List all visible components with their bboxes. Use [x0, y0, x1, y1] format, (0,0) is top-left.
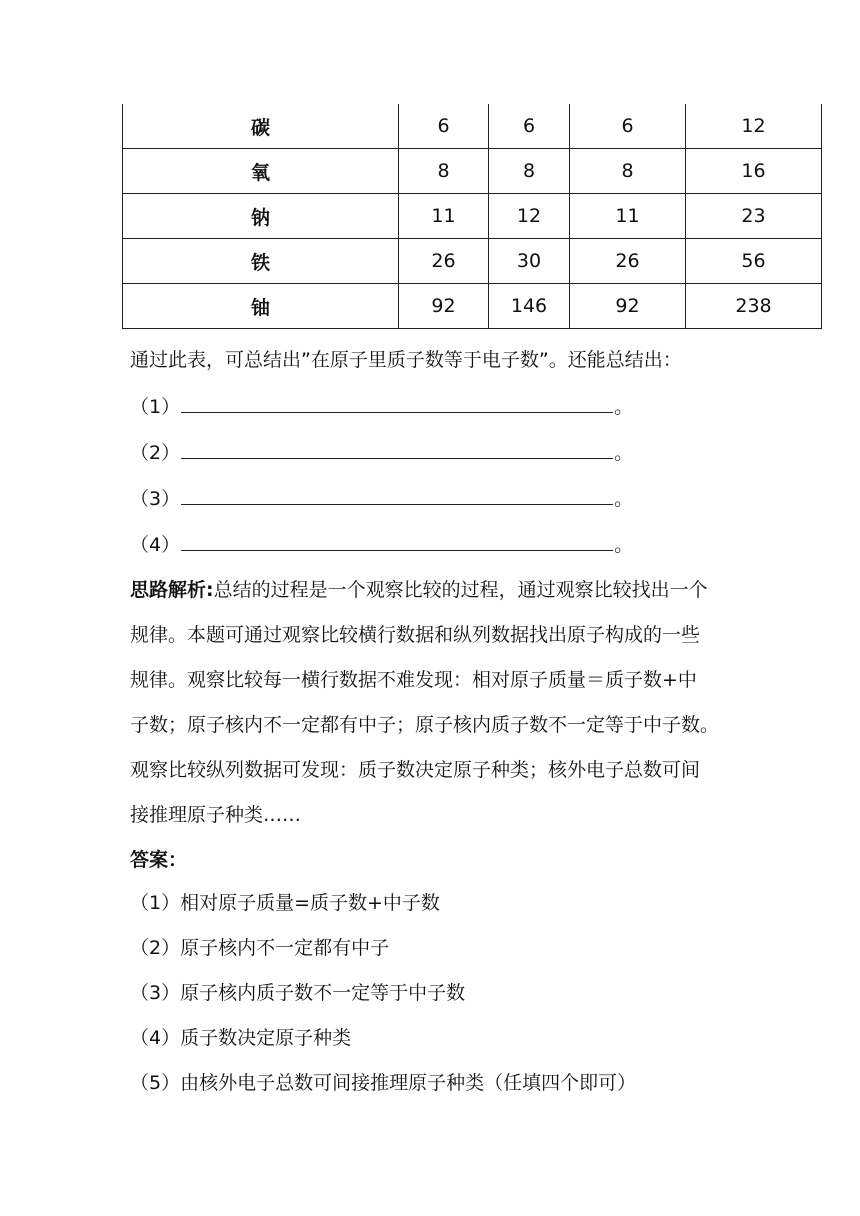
answer-blank[interactable] — [181, 441, 613, 459]
analysis-heading: 思路解析: — [130, 579, 214, 601]
blank-line-3 — [130, 487, 633, 511]
blank-label: （1） — [130, 396, 181, 418]
table-cell: 11 — [399, 194, 489, 239]
table-cell: 6 — [399, 104, 489, 149]
blank-line-1 — [130, 395, 633, 419]
blank-line-2 — [130, 441, 633, 465]
blank-end: 。 — [614, 396, 634, 418]
analysis-line-4: 子数；原子核内不一定都有中子；原子核内质子数不一定等于中子数。 — [130, 714, 720, 736]
table-cell: 56 — [686, 239, 822, 284]
blank-end: 。 — [614, 534, 634, 556]
answer-heading: 答案： — [130, 849, 188, 871]
answer-blank[interactable] — [181, 533, 613, 551]
answer-blank[interactable] — [181, 395, 613, 413]
blank-line-4 — [130, 533, 633, 557]
answer-item-5: （5）由核外电子总数可间接推理原子种类（任填四个即可） — [130, 1072, 637, 1094]
table-cell: 8 — [399, 149, 489, 194]
blank-label: （2） — [130, 442, 181, 464]
element-name: 氧 — [123, 149, 399, 194]
answer-item-4: （4）质子数决定原子种类 — [130, 1027, 352, 1049]
table-cell: 8 — [489, 149, 570, 194]
answer-item-2: （2）原子核内不一定都有中子 — [130, 937, 390, 959]
table-cell: 92 — [399, 284, 489, 329]
table-row — [123, 194, 822, 239]
table-cell: 26 — [570, 239, 686, 284]
table-cell: 11 — [570, 194, 686, 239]
table-cell: 12 — [686, 104, 822, 149]
answer-blank[interactable] — [181, 487, 613, 505]
analysis-line-6: 接推理原子种类…… — [130, 804, 302, 826]
table-cell: 30 — [489, 239, 570, 284]
table-cell: 6 — [489, 104, 570, 149]
table-cell: 12 — [489, 194, 570, 239]
table-cell: 16 — [686, 149, 822, 194]
atom-data-table — [122, 104, 822, 329]
table-row — [123, 284, 822, 329]
element-name: 钠 — [123, 194, 399, 239]
analysis-text: 总结的过程是一个观察比较的过程，通过观察比较找出一个 — [213, 579, 708, 601]
analysis-line-1 — [130, 578, 708, 602]
blank-end: 。 — [614, 442, 634, 464]
analysis-line-3: 规律。观察比较每一横行数据不难发现：相对原子质量＝质子数+中 — [130, 669, 697, 691]
intro-text: 通过此表，可总结出”在原子里质子数等于电子数”。还能总结出： — [130, 349, 682, 371]
table-cell: 6 — [570, 104, 686, 149]
blank-end: 。 — [614, 488, 634, 510]
element-name: 铁 — [123, 239, 399, 284]
table-row — [123, 149, 822, 194]
answer-item-1: （1）相对原子质量=质子数+中子数 — [130, 892, 440, 914]
table-cell: 26 — [399, 239, 489, 284]
table-cell: 238 — [686, 284, 822, 329]
table-row — [123, 104, 822, 149]
element-name: 铀 — [123, 284, 399, 329]
analysis-line-2: 规律。本题可通过观察比较横行数据和纵列数据找出原子构成的一些 — [130, 624, 701, 646]
blank-label: （4） — [130, 534, 181, 556]
table-cell: 146 — [489, 284, 570, 329]
analysis-line-5: 观察比较纵列数据可发现：质子数决定原子种类；核外电子总数可间 — [130, 759, 701, 781]
answer-item-3: （3）原子核内质子数不一定等于中子数 — [130, 982, 466, 1004]
table-cell: 8 — [570, 149, 686, 194]
table-cell: 23 — [686, 194, 822, 239]
table-cell: 92 — [570, 284, 686, 329]
table-row — [123, 239, 822, 284]
blank-label: （3） — [130, 488, 181, 510]
element-name: 碳 — [123, 104, 399, 149]
